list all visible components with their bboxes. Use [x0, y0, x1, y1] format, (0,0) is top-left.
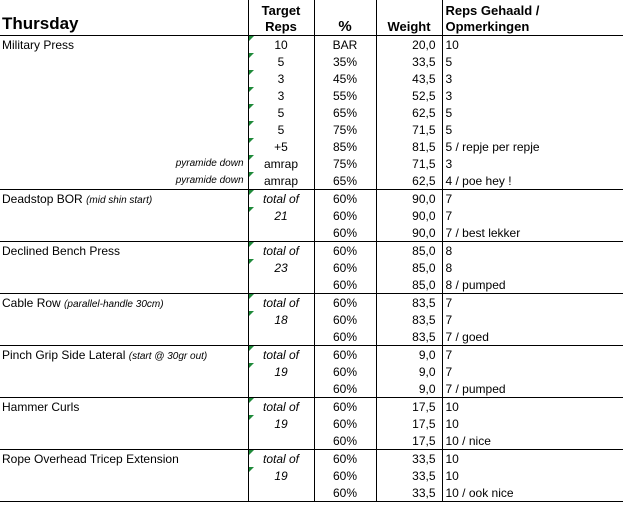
reps-comment-value: 8 — [445, 243, 453, 258]
weight-cell[interactable]: 71,5 — [376, 155, 442, 172]
target-reps-cell[interactable] — [248, 155, 314, 172]
reps-comment-value: 10 — [445, 416, 459, 431]
table-row — [0, 242, 623, 260]
weight-cell[interactable]: 17,5 — [376, 415, 442, 432]
target-reps-value: total of — [262, 295, 300, 310]
comment-marker-icon — [249, 467, 254, 472]
comment-marker-icon — [249, 259, 254, 264]
weight-cell[interactable]: 90,0 — [376, 224, 442, 242]
reps-comment-value: 7 — [445, 191, 453, 206]
comment-marker-icon — [249, 87, 254, 92]
target-reps-cell[interactable] — [248, 242, 314, 260]
weight-cell[interactable]: 33,5 — [376, 467, 442, 484]
comment-marker-icon — [249, 294, 254, 299]
reps-comment-cell[interactable] — [442, 346, 623, 364]
table-row — [0, 415, 623, 432]
exercise-cell[interactable] — [0, 363, 248, 380]
weight-cell[interactable]: 90,0 — [376, 207, 442, 224]
exercise-cell[interactable] — [0, 467, 248, 484]
exercise-cell[interactable] — [0, 346, 248, 364]
exercise-name: Hammer Curls — [2, 399, 80, 414]
exercise-cell[interactable] — [0, 380, 248, 398]
weight-cell[interactable]: 81,5 — [376, 138, 442, 155]
reps-comment-cell[interactable] — [442, 207, 623, 224]
exercise-note: (parallel-handle 30cm) — [64, 298, 164, 310]
percent-cell[interactable]: 60% — [314, 432, 376, 450]
target-reps-cell[interactable] — [248, 259, 314, 276]
weight-cell[interactable]: 62,5 — [376, 172, 442, 190]
table-row — [0, 380, 623, 398]
weight-cell[interactable]: 9,0 — [376, 346, 442, 364]
reps-comment-cell[interactable] — [442, 138, 623, 155]
percent-cell[interactable]: 65% — [314, 172, 376, 190]
target-reps-header-line2: Reps — [265, 19, 297, 34]
target-reps-value: 19 — [274, 364, 288, 379]
percent-cell[interactable]: 60% — [314, 415, 376, 432]
target-reps-value: 3 — [277, 71, 285, 86]
exercise-cell[interactable] — [0, 87, 248, 104]
exercise-cell[interactable] — [0, 259, 248, 276]
weight-cell[interactable]: 83,5 — [376, 311, 442, 328]
target-reps-value: 5 — [277, 54, 285, 69]
weight-cell[interactable]: 71,5 — [376, 121, 442, 138]
reps-comment-value: 3 — [445, 71, 453, 86]
comment-marker-icon — [249, 346, 254, 351]
weight-cell[interactable]: 83,5 — [376, 294, 442, 312]
reps-comment-cell[interactable] — [442, 155, 623, 172]
comment-marker-icon — [249, 36, 254, 41]
weight-cell[interactable]: 85,0 — [376, 259, 442, 276]
reps-comment-value: 8 — [445, 260, 453, 275]
weight-cell[interactable]: 20,0 — [376, 36, 442, 54]
exercise-name: Military Press — [2, 37, 75, 52]
exercise-cell[interactable] — [0, 70, 248, 87]
table-row — [0, 207, 623, 224]
reps-comment-value: 3 — [445, 156, 453, 171]
percent-cell[interactable]: 65% — [314, 104, 376, 121]
table-row — [0, 190, 623, 208]
reps-comment-value: 5 — [445, 54, 453, 69]
reps-comment-value: 10 / ook nice — [445, 485, 514, 500]
percent-cell[interactable]: 60% — [314, 294, 376, 312]
reps-comment-value: 7 / pumped — [445, 381, 506, 396]
weight-cell[interactable]: 90,0 — [376, 190, 442, 208]
weight-cell[interactable]: 33,5 — [376, 450, 442, 468]
reps-comment-cell[interactable] — [442, 276, 623, 294]
target-reps-cell[interactable] — [248, 363, 314, 380]
exercise-cell[interactable] — [0, 328, 248, 346]
percent-cell[interactable]: 60% — [314, 276, 376, 294]
table-row — [0, 450, 623, 468]
reps-comment-value: 8 / pumped — [445, 277, 506, 292]
target-reps-cell[interactable] — [248, 484, 314, 502]
exercise-cell[interactable] — [0, 484, 248, 502]
exercise-cell[interactable] — [0, 276, 248, 294]
reps-comment-value: 7 — [445, 347, 453, 362]
target-reps-value: 10 — [274, 37, 288, 52]
table-row — [0, 346, 623, 364]
reps-comment-cell[interactable] — [442, 294, 623, 312]
percent-cell[interactable]: 60% — [314, 224, 376, 242]
percent-cell[interactable]: 75% — [314, 121, 376, 138]
target-reps-value: 5 — [277, 105, 285, 120]
percent-cell[interactable]: 60% — [314, 190, 376, 208]
reps-comment-cell[interactable] — [442, 104, 623, 121]
target-reps-cell[interactable] — [248, 450, 314, 468]
table-row — [0, 224, 623, 242]
target-reps-cell[interactable] — [248, 467, 314, 484]
exercise-note: (mid shin start) — [86, 194, 153, 206]
percent-cell[interactable]: 60% — [314, 467, 376, 484]
target-reps-header[interactable] — [248, 0, 314, 36]
target-reps-value: 5 — [277, 122, 285, 137]
percent-cell[interactable]: 60% — [314, 328, 376, 346]
exercise-side-note: pyramide down — [175, 158, 244, 169]
comment-marker-icon — [249, 363, 254, 368]
comment-marker-icon — [249, 450, 254, 455]
target-reps-cell[interactable] — [248, 432, 314, 450]
exercise-cell[interactable] — [0, 294, 248, 312]
reps-comment-value: 4 / poe hey ! — [445, 173, 512, 188]
target-reps-header-line1: Target — [261, 3, 301, 18]
exercise-cell[interactable] — [0, 138, 248, 155]
target-reps-value: 23 — [274, 260, 288, 275]
target-reps-value: amrap — [263, 173, 298, 188]
exercise-cell[interactable] — [0, 207, 248, 224]
reps-comment-value: 7 — [445, 312, 453, 327]
target-reps-value: total of — [262, 243, 300, 258]
reps-comment-value: 5 — [445, 105, 453, 120]
target-reps-value: 18 — [274, 312, 288, 327]
percent-cell[interactable]: 55% — [314, 87, 376, 104]
target-reps-cell[interactable] — [248, 346, 314, 364]
reps-comment-cell[interactable] — [442, 398, 623, 416]
reps-comment-value: 5 / repje per repje — [445, 139, 540, 154]
reps-comment-value: 10 — [445, 468, 459, 483]
reps-comment-cell[interactable] — [442, 36, 623, 54]
exercise-name: Cable Row — [2, 295, 61, 310]
target-reps-cell[interactable] — [248, 36, 314, 54]
reps-comment-value: 7 / best lekker — [445, 225, 521, 240]
weight-cell[interactable]: 33,5 — [376, 53, 442, 70]
day-title[interactable]: Thursday — [0, 0, 248, 36]
target-reps-cell[interactable] — [248, 276, 314, 294]
percent-cell[interactable]: 45% — [314, 70, 376, 87]
exercise-cell[interactable] — [0, 172, 248, 190]
reps-comment-cell[interactable] — [442, 242, 623, 260]
target-reps-cell[interactable] — [248, 328, 314, 346]
table-row — [0, 311, 623, 328]
comment-marker-icon — [249, 415, 254, 420]
reps-comments-header[interactable] — [442, 0, 623, 36]
reps-comment-value: 3 — [445, 88, 453, 103]
table-row — [0, 294, 623, 312]
exercise-cell[interactable] — [0, 155, 248, 172]
reps-comment-cell[interactable] — [442, 259, 623, 276]
reps-comment-cell[interactable] — [442, 190, 623, 208]
weight-cell[interactable]: 17,5 — [376, 432, 442, 450]
target-reps-value: 3 — [277, 88, 285, 103]
percent-cell[interactable]: 60% — [314, 346, 376, 364]
target-reps-value: total of — [262, 451, 300, 466]
target-reps-cell[interactable] — [248, 87, 314, 104]
comment-marker-icon — [249, 138, 254, 143]
exercise-name: Declined Bench Press — [2, 243, 121, 258]
percent-cell[interactable]: 60% — [314, 207, 376, 224]
target-reps-cell[interactable] — [248, 398, 314, 416]
target-reps-cell[interactable] — [248, 190, 314, 208]
target-reps-cell[interactable] — [248, 172, 314, 190]
comment-marker-icon — [249, 242, 254, 247]
reps-comment-cell[interactable] — [442, 363, 623, 380]
weight-cell[interactable]: 85,0 — [376, 242, 442, 260]
percent-cell[interactable]: 60% — [314, 484, 376, 502]
target-reps-value: total of — [262, 191, 300, 206]
reps-comment-cell[interactable] — [442, 467, 623, 484]
table-row — [0, 398, 623, 416]
weight-cell[interactable]: 43,5 — [376, 70, 442, 87]
target-reps-cell[interactable] — [248, 380, 314, 398]
exercise-note: (start @ 30gr out) — [128, 350, 208, 362]
target-reps-cell[interactable] — [248, 138, 314, 155]
target-reps-cell[interactable] — [248, 53, 314, 70]
weight-header[interactable]: Weight — [376, 0, 442, 36]
exercise-cell[interactable] — [0, 53, 248, 70]
percent-cell[interactable]: 35% — [314, 53, 376, 70]
exercise-cell[interactable] — [0, 415, 248, 432]
target-reps-cell[interactable] — [248, 311, 314, 328]
comment-marker-icon — [249, 53, 254, 58]
reps-comment-value: 5 — [445, 122, 453, 137]
reps-comment-cell[interactable] — [442, 224, 623, 242]
target-reps-cell[interactable] — [248, 224, 314, 242]
comment-marker-icon — [249, 207, 254, 212]
comment-marker-icon — [249, 190, 254, 195]
exercise-cell[interactable] — [0, 450, 248, 468]
table-row — [0, 328, 623, 346]
target-reps-value: total of — [262, 399, 300, 414]
target-reps-value: 19 — [274, 468, 288, 483]
weight-cell[interactable]: 9,0 — [376, 380, 442, 398]
reps-comment-cell[interactable] — [442, 172, 623, 190]
comment-marker-icon — [249, 398, 254, 403]
reps-comment-value: 10 — [445, 451, 459, 466]
weight-cell[interactable]: 9,0 — [376, 363, 442, 380]
reps-comment-cell[interactable] — [442, 450, 623, 468]
exercise-name: Deadstop BOR — [2, 191, 83, 206]
target-reps-cell[interactable] — [248, 70, 314, 87]
weight-cell[interactable]: 83,5 — [376, 328, 442, 346]
target-reps-cell[interactable] — [248, 121, 314, 138]
table-row — [0, 276, 623, 294]
reps-comment-value: 10 — [445, 37, 459, 52]
percent-cell[interactable]: 60% — [314, 380, 376, 398]
target-reps-cell[interactable] — [248, 104, 314, 121]
percent-cell[interactable]: 60% — [314, 311, 376, 328]
reps-comment-value: 7 / goed — [445, 329, 489, 344]
comment-marker-icon — [249, 70, 254, 75]
weight-cell[interactable]: 52,5 — [376, 87, 442, 104]
table-row — [0, 138, 623, 155]
comment-marker-icon — [249, 172, 254, 177]
comment-marker-icon — [249, 121, 254, 126]
reps-comment-cell[interactable] — [442, 87, 623, 104]
percent-cell[interactable]: BAR — [314, 36, 376, 54]
reps-comment-cell[interactable] — [442, 432, 623, 450]
target-reps-value: total of — [262, 347, 300, 362]
exercise-cell[interactable] — [0, 398, 248, 416]
target-reps-value: +5 — [274, 139, 288, 154]
comment-marker-icon — [249, 104, 254, 109]
exercise-cell[interactable] — [0, 190, 248, 208]
reps-comments-header-line1: Reps Gehaald / — [445, 3, 540, 18]
reps-comment-cell[interactable] — [442, 311, 623, 328]
table-row — [0, 259, 623, 276]
header-row — [0, 0, 623, 36]
weight-cell[interactable]: 33,5 — [376, 484, 442, 502]
percent-cell[interactable]: 60% — [314, 450, 376, 468]
reps-comment-value: 10 — [445, 399, 459, 414]
reps-comment-cell[interactable] — [442, 121, 623, 138]
percent-cell[interactable]: 75% — [314, 155, 376, 172]
reps-comments-header-line2: Opmerkingen — [445, 19, 530, 34]
exercise-cell[interactable] — [0, 432, 248, 450]
table-row — [0, 53, 623, 70]
percent-cell[interactable]: 85% — [314, 138, 376, 155]
target-reps-cell[interactable] — [248, 415, 314, 432]
exercise-cell[interactable] — [0, 224, 248, 242]
reps-comment-cell[interactable] — [442, 70, 623, 87]
table-row — [0, 155, 623, 172]
percent-cell[interactable]: 60% — [314, 259, 376, 276]
table-row — [0, 121, 623, 138]
exercise-side-note: pyramide down — [175, 175, 244, 186]
table-row — [0, 36, 623, 54]
target-reps-value: 19 — [274, 416, 288, 431]
target-reps-cell[interactable] — [248, 294, 314, 312]
percent-header[interactable]: % — [314, 0, 376, 36]
target-reps-cell[interactable] — [248, 207, 314, 224]
reps-comment-cell[interactable] — [442, 415, 623, 432]
weight-cell[interactable]: 62,5 — [376, 104, 442, 121]
target-reps-value: 21 — [274, 208, 288, 223]
reps-comment-value: 7 — [445, 364, 453, 379]
table-row — [0, 104, 623, 121]
percent-cell[interactable]: 60% — [314, 398, 376, 416]
comment-marker-icon — [249, 155, 254, 160]
percent-cell[interactable]: 60% — [314, 363, 376, 380]
workout-rows — [0, 36, 623, 502]
exercise-cell[interactable] — [0, 121, 248, 138]
table-row — [0, 87, 623, 104]
weight-cell[interactable]: 85,0 — [376, 276, 442, 294]
table-row — [0, 70, 623, 87]
exercise-cell[interactable] — [0, 36, 248, 54]
weight-cell[interactable]: 17,5 — [376, 398, 442, 416]
table-row — [0, 467, 623, 484]
reps-comment-cell[interactable] — [442, 53, 623, 70]
table-row — [0, 432, 623, 450]
target-reps-value: amrap — [263, 156, 298, 171]
table-row — [0, 484, 623, 502]
exercise-cell[interactable] — [0, 104, 248, 121]
exercise-name: Pinch Grip Side Lateral — [2, 347, 126, 362]
reps-comment-value: 7 — [445, 295, 453, 310]
reps-comment-value: 7 — [445, 208, 453, 223]
reps-comment-cell[interactable] — [442, 328, 623, 346]
exercise-cell[interactable] — [0, 242, 248, 260]
percent-cell[interactable]: 60% — [314, 242, 376, 260]
table-row — [0, 363, 623, 380]
exercise-cell[interactable] — [0, 311, 248, 328]
reps-comment-value: 10 / nice — [445, 433, 491, 448]
reps-comment-cell[interactable] — [442, 484, 623, 502]
exercise-name: Rope Overhead Tricep Extension — [2, 451, 179, 466]
reps-comment-cell[interactable] — [442, 380, 623, 398]
table-row — [0, 172, 623, 190]
comment-marker-icon — [249, 311, 254, 316]
